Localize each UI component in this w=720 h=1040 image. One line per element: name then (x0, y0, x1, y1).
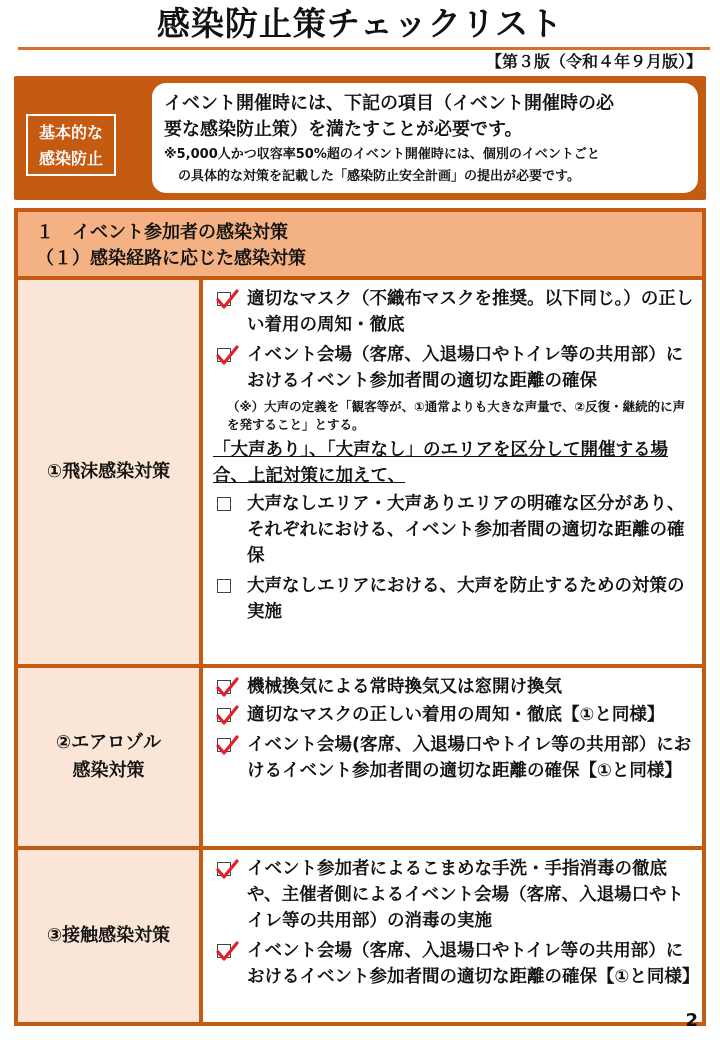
row-label (18, 668, 199, 846)
row-content (203, 668, 702, 846)
row-contact (18, 850, 702, 1022)
checkbox-checked[interactable] (213, 702, 247, 728)
checklist-item[interactable] (213, 342, 696, 394)
row-label-line2: 感染対策 (72, 760, 145, 781)
row-label (18, 850, 199, 1022)
section-heading: １ イベント参加者の感染対策 (36, 222, 288, 243)
basic-main-line1: イベント開催時には、下記の項目（イベント開催時の必 (164, 93, 614, 114)
checklist-item-text: イベント会場（客席、入退場口やトイレ等の共用部）におけるイベント参加者間の適切な距離の確保【①と同様】 (247, 941, 700, 987)
checklist-item-text: イベント会場（客席、入退場口やトイレ等の共用部）におけるイベント参加者間の適切な距離の確保 (247, 345, 684, 391)
section-subheading: （１）感染経路に応じた感染対策 (36, 248, 306, 269)
row-content (203, 850, 702, 1022)
title-underline (18, 47, 710, 50)
check-icon (215, 940, 239, 964)
basic-note-line1: ※5,000人かつ収容率50%超のイベント開催時には、個別のイベントごと (164, 147, 600, 162)
check-icon (215, 858, 239, 882)
checklist-item[interactable] (213, 573, 696, 625)
checklist-item-text: 適切なマスク（不織布マスクを推奨。以下同じ。）の正しい着用の周知・徹底 (247, 289, 694, 335)
page-title: 感染防止策チェックリスト (156, 4, 564, 43)
basic-measures-label (26, 114, 116, 176)
checklist-item-text: 大声なしエリアにおける、大声を防止するための対策の実施 (247, 576, 685, 622)
checkbox-checked[interactable] (213, 674, 247, 700)
checkbox-unchecked[interactable] (213, 491, 247, 517)
checkbox-checked[interactable] (213, 856, 247, 882)
checklist-item-text: 適切なマスクの正しい着用の周知・徹底【①と同様】 (247, 705, 665, 725)
check-icon (215, 344, 239, 368)
row-aerosol (18, 668, 702, 846)
checklist-item[interactable] (213, 732, 696, 784)
check-icon (215, 704, 239, 728)
checkbox-unchecked[interactable] (213, 573, 247, 599)
checklist-item-text: イベント参加者によるこまめな手洗・手指消毒の徹底や、主催者側によるイベント会場（客席、入退場口やトイレ等の共用部）の消毒の実施 (247, 859, 684, 931)
check-icon (215, 734, 239, 758)
checkbox-checked[interactable] (213, 938, 247, 964)
loud-voice-definition-note: （※）大声の定義を「観客等が、①通常よりも大きな声量で、②反復・継続的に声を発すること」とする。 (227, 399, 686, 432)
checklist-item[interactable] (213, 286, 696, 338)
checklist-item[interactable] (213, 674, 696, 700)
loud-voice-zone-heading: 「大声あり」、「大声なし」のエリアを区分して開催する場合、上記対策に加えて、 (213, 440, 668, 486)
checkbox-checked[interactable] (213, 342, 247, 368)
checklist-section (14, 208, 706, 1026)
basic-main-line2: 要な感染防止策）を満たすことが必要です。 (164, 119, 523, 140)
row-droplet (18, 280, 702, 664)
checklist-item-text: 大声なしエリア・大声ありエリアの明確な区分があり、それぞれにおける、イベント参加者間の適切な距離の確保 (247, 494, 685, 566)
checklist-item[interactable] (213, 491, 696, 569)
section-header (18, 212, 702, 276)
row-label-line1: ③接触感染対策 (46, 925, 171, 946)
row-label-line1: ②エアロゾル (55, 732, 162, 753)
row-label-line1: ①飛沫感染対策 (46, 461, 171, 482)
basic-note-line2: の具体的な対策を記載した「感染防止安全計画」の提出が必要です。 (178, 169, 580, 184)
row-content (203, 280, 702, 664)
checklist-item[interactable] (213, 938, 700, 990)
checkbox-checked[interactable] (213, 732, 247, 758)
checklist-item-text: 機械換気による常時換気又は窓開け換気 (247, 677, 562, 697)
check-icon (215, 288, 239, 312)
check-icon (215, 676, 239, 700)
checkbox-checked[interactable] (213, 286, 247, 312)
basic-measures-body (152, 83, 698, 193)
basic-label-line1: 基本的な (38, 123, 103, 142)
edition-label: 【第３版（令和４年９月版）】 (485, 52, 702, 71)
checklist-item[interactable] (213, 702, 696, 728)
page-number: 2 (685, 1010, 698, 1031)
basic-measures-panel (14, 76, 706, 200)
checklist-item[interactable] (213, 856, 696, 934)
row-label (18, 280, 199, 664)
checklist-item-text: イベント会場(客席、入退場口やトイレ等の共用部）におけるイベント参加者間の適切な距離の確保【①と同様】 (247, 735, 692, 781)
basic-label-line2: 感染防止 (38, 149, 103, 168)
